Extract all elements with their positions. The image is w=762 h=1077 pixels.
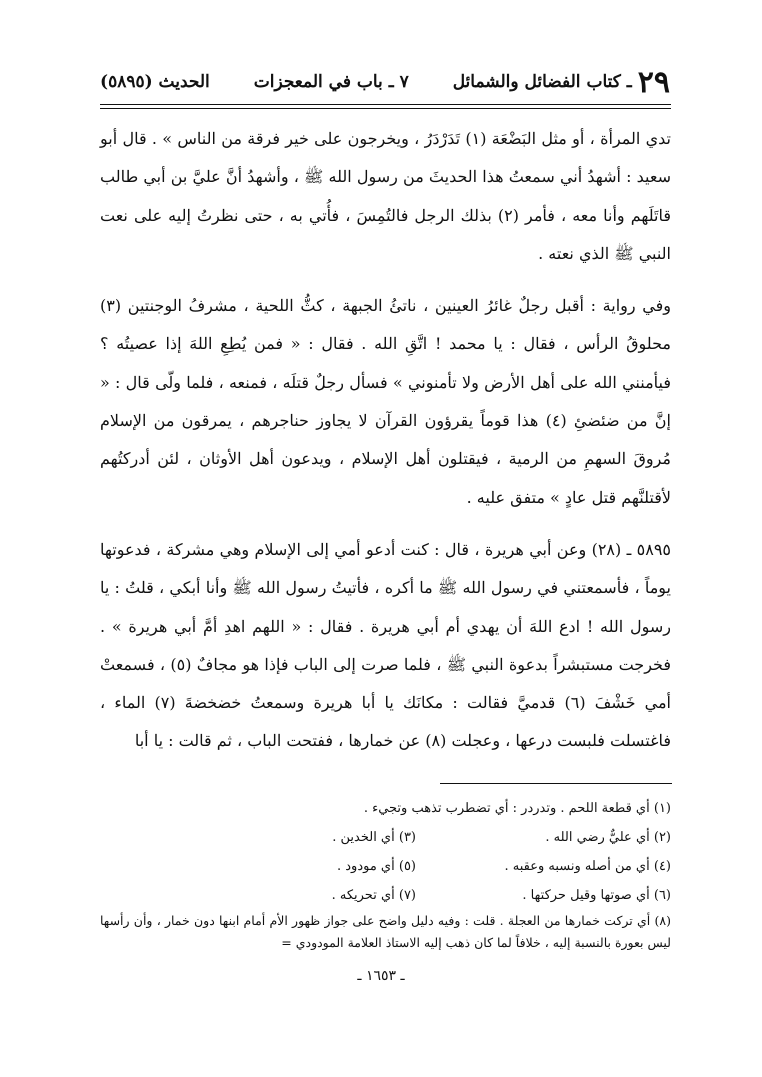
footnote: (٧) أي تحريكه . bbox=[331, 888, 416, 903]
chapter-title: ٧ ـ باب في المعجزات bbox=[253, 72, 409, 92]
paragraph-gap bbox=[100, 273, 671, 287]
footnote-row bbox=[100, 881, 671, 910]
header-rule-thin bbox=[100, 108, 671, 109]
footnote: (٥) أي مودود . bbox=[337, 859, 416, 874]
page-number: ـ ١٦٥٣ ـ bbox=[357, 968, 405, 984]
hadith-label: الحديث (٥٨٩٥) bbox=[100, 72, 210, 92]
footnote: (٤) أي من أصله ونسبه وعقبه . bbox=[504, 859, 671, 874]
footnote-rule bbox=[440, 783, 672, 784]
footnote: (٨) أي تركت خمارها من العجلة . قلت : وفيه دليل واضح على جواز ظهور الأم أمام ابنها دون خمار ، وأن رأسها ليس بعورة بالنسبة إليه ، خلافاً لما كان ذهب إليه الاستاذ العلامة المودودي = bbox=[100, 913, 671, 950]
footnote-row bbox=[100, 823, 671, 852]
footnotes bbox=[100, 794, 671, 954]
footnote: (٢) أي عليٌّ رضي الله . bbox=[545, 830, 671, 845]
book-title: ـ كتاب الفضائل والشمائل bbox=[452, 72, 632, 92]
footnote: (١) أي قطعة اللحم . وتدردر : أي تضطرب تذهب وتجيء . bbox=[363, 801, 671, 816]
footnote: (٦) أي صوتها وقيل حركتها . bbox=[522, 888, 671, 903]
paragraph-gap bbox=[100, 517, 671, 531]
page-marker: ٢٩ bbox=[637, 64, 670, 100]
paragraph: ٥٨٩٥ ـ (٢٨) وعن أبي هريرة ، قال : كنت أدعو أمي إلى الإسلام وهي مشركة ، فدعوتها يوماً ، فأسمعتني في رسول الله ﷺ ما أكره ، فأتيتُ رسول الله ﷺ وأنا أبكي ، قلتُ : يا رسول الله ! ادع اللهَ أن يهدي أم أبي هريرة . فقال : « اللهم اهدِ أمَّ أبي هريرة » . فخرجت مستبشراً بدعوة النبي ﷺ ، فلما صرت إلى الباب فإذا هو مجافٌ (٥) ، فسمعتْ أمي خَشْفَ (٦) قدميَّ فقالت : مكانَك يا أبا هريرة وسمعتُ خضخضةَ (٧) الماء ، فاغتسلت فلبست درعها ، وعجلت (٨) عن خمارها ، ففتحت الباب ، ثم قالت : يا أبا bbox=[100, 539, 672, 751]
footnote: (٣) أي الخدين . bbox=[332, 830, 416, 845]
header-right bbox=[453, 65, 670, 100]
running-header bbox=[100, 62, 670, 102]
main-text bbox=[100, 120, 671, 761]
header-rule bbox=[100, 104, 671, 105]
footnote-row bbox=[100, 852, 671, 881]
paragraph: تدي المرأة ، أو مثل البَضْعَة (١) تَدَرْدَرُ ، ويخرجون على خير فرقة من الناس » . قال أبو سعيد : أشهدُ أني سمعتُ هذا الحديثَ من رسول الله ﷺ ، وأشهدُ أنَّ عليَّ بن أبي طالب قاتَلَهم وأنا معه ، فأمر (٢) بذلك الرجل فالتُمِسَ ، فأُتي به ، حتى نظرتُ إليه على نعت النبي ﷺ الذي نعته . bbox=[100, 129, 672, 263]
paragraph: وفي رواية : أقبل رجلٌ غائرُ العينين ، ناتئُ الجبهة ، كثُّ اللحية ، مشرفُ الوجنتين (٣) محلوقُ الرأس ، فقال : يا محمد ! اتَّقِ الله . فقال : « فمن يُطِعِ اللهَ إذا عصيتُه ؟ فيأمنني الله على أهل الأرض ولا تأمنوني » فسأل رجلٌ قتلَه ، فمنعه ، فلما ولّى قال : « إنَّ من ضئضئِ (٤) هذا قوماً يقرؤون القرآن لا يجاوز حناجرهم ، يمرقون من الإسلام مُروقَ السهمِ من الرمية ، فيقتلون أهل الإسلام ، ويدعون أهل الأوثان ، لئن أدركتُهم لأقتلنَّهم قتل عادٍ » متفق عليه . bbox=[100, 296, 672, 507]
